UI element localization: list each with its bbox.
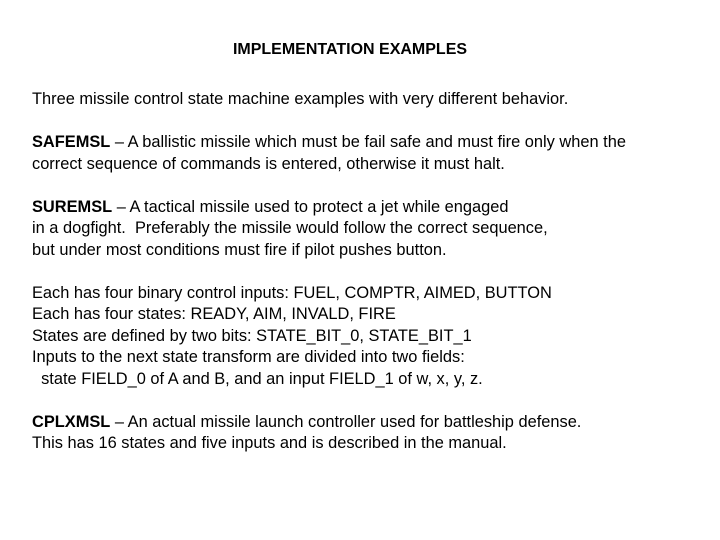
cplxmsl-name: CPLXMSL <box>32 412 111 431</box>
cplxmsl-paragraph <box>32 412 712 455</box>
safemsl-line-2: correct sequence of commands is entered, otherwise it must halt. <box>32 154 505 173</box>
intro-paragraph <box>32 89 712 111</box>
cplxmsl-line-1 <box>32 412 712 434</box>
suremsl-line-1 <box>32 197 712 219</box>
safemsl-paragraph <box>32 132 712 175</box>
cplxmsl-text-1: – An actual missile launch controller used for battleship defense. <box>110 412 582 431</box>
safemsl-line-1 <box>32 132 712 154</box>
details-line-fields: Inputs to the next state transform are divided into two fields: <box>32 348 465 366</box>
details-paragraph <box>32 283 712 391</box>
details-line-states: Each has four states: READY, AIM, INVALD, FIRE <box>32 305 396 323</box>
slide-body <box>32 89 712 476</box>
suremsl-name: SUREMSL <box>32 197 113 216</box>
suremsl-line-2: in a dogfight. Preferably the missile would follow the correct sequence, <box>32 219 548 237</box>
suremsl-text-1: – A tactical missile used to protect a jet while engaged <box>112 197 509 216</box>
details-line-inputs: Each has four binary control inputs: FUEL, COMPTR, AIMED, BUTTON <box>32 283 552 302</box>
slide-title: IMPLEMENTATION EXAMPLES <box>232 41 468 58</box>
safemsl-name: SAFEMSL <box>32 133 111 151</box>
suremsl-paragraph <box>32 197 712 262</box>
details-line-field-values: state FIELD_0 of A and B, and an input FIELD_1 of w, x, y, z. <box>32 369 483 388</box>
cplxmsl-line-2: This has 16 states and five inputs and is described in the manual. <box>32 434 507 452</box>
details-line-bits: States are defined by two bits: STATE_BIT_0, STATE_BIT_1 <box>32 326 472 345</box>
safemsl-text-1: – A ballistic missile which must be fail safe and must fire only when the <box>110 133 626 151</box>
intro-text: Three missile control state machine examples with very different behavior. <box>32 90 569 108</box>
suremsl-line-3: but under most conditions must fire if pilot pushes button. <box>32 240 447 259</box>
